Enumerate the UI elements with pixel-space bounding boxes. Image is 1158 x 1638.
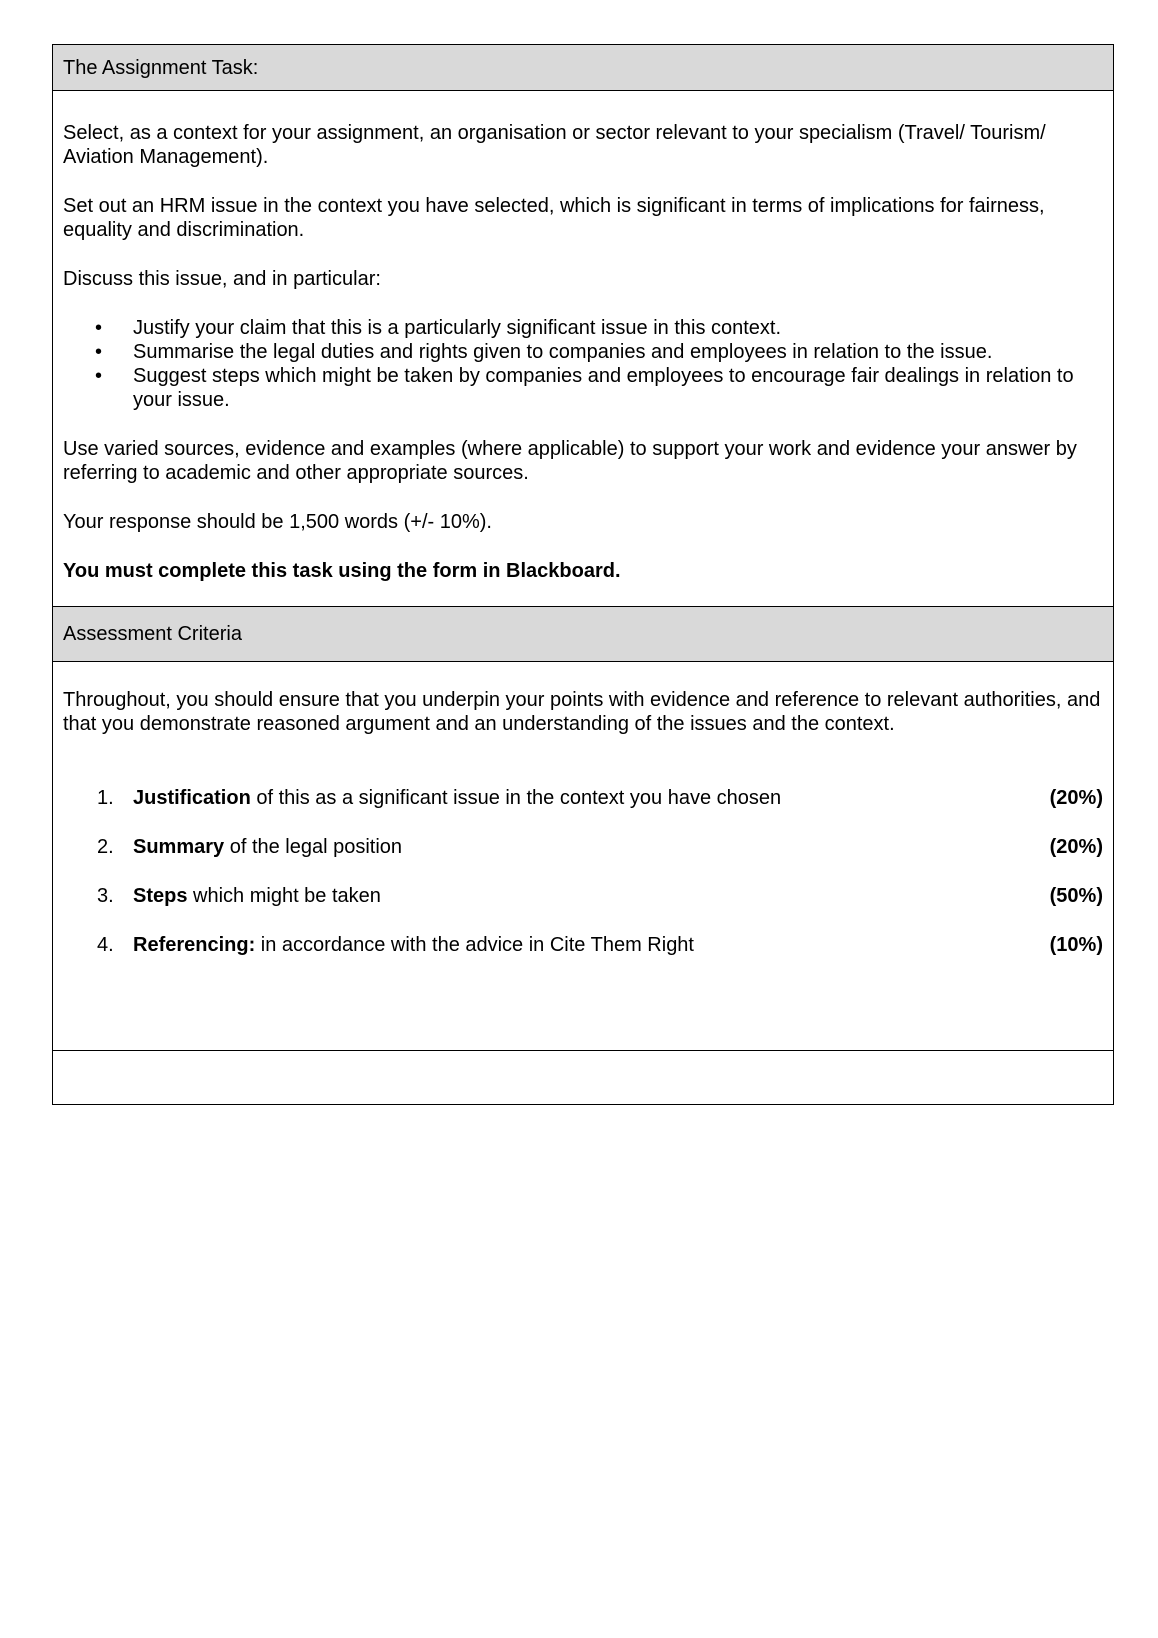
task-paragraph-context: Select, as a context for your assignment, an organisation or sector relevant to your specialism (Travel/ Tourism/ Aviation Management). — [63, 122, 1046, 168]
bullet-icon: • — [95, 341, 103, 363]
criteria-intro: Throughout, you should ensure that you underpin your points with evidence and reference to relevant authorities, and that you demonstrate reasoned argument and an understanding of the issues and the context. — [63, 689, 1101, 735]
task-paragraph-word-count: Your response should be 1,500 words (+/- 10%). — [63, 511, 492, 533]
list-item — [63, 316, 1103, 340]
criteria-rest: which might be taken — [187, 885, 381, 907]
criteria-term: Justification — [133, 787, 251, 809]
criteria-weight: (50%) — [1049, 885, 1103, 907]
criteria-item — [63, 884, 1103, 908]
task-paragraph-issue: Set out an HRM issue in the context you have selected, which is significant in terms of implications for fairness, equality and discrimination. — [63, 195, 1045, 241]
criteria-number: 3. — [97, 885, 114, 907]
criteria-description — [133, 835, 402, 859]
criteria-weight: (20%) — [1049, 836, 1103, 858]
assignment-task-title: The Assignment Task: — [63, 56, 259, 79]
criteria-term: Referencing: — [133, 934, 256, 956]
criteria-rest: in accordance with the advice in Cite Them Right — [255, 934, 694, 956]
assessment-criteria-header — [53, 607, 1113, 662]
criteria-number: 2. — [97, 836, 114, 858]
assessment-criteria-title: Assessment Criteria — [63, 623, 242, 645]
criteria-number: 1. — [97, 787, 114, 809]
bullet-icon: • — [95, 317, 103, 339]
criteria-description — [133, 933, 694, 957]
task-paragraph-discuss: Discuss this issue, and in particular: — [63, 268, 381, 290]
criteria-weight: (20%) — [1049, 787, 1103, 809]
task-bullet-list — [63, 316, 1103, 412]
bullet-text: Suggest steps which might be taken by companies and employees to encourage fair dealings in relation to your issue. — [133, 365, 1074, 411]
criteria-rest: of this as a significant issue in the context you have chosen — [250, 787, 782, 809]
list-item — [63, 364, 1103, 412]
bullet-text: Justify your claim that this is a particularly significant issue in this context. — [133, 317, 782, 339]
criteria-rest: of the legal position — [224, 836, 403, 858]
assignment-task-body — [53, 91, 1113, 607]
criteria-description — [133, 884, 381, 908]
criteria-item — [63, 835, 1103, 859]
task-blackboard-note: You must complete this task using the form in Blackboard. — [63, 560, 621, 582]
criteria-number: 4. — [97, 934, 114, 956]
criteria-description — [133, 786, 781, 810]
criteria-term: Steps — [133, 885, 188, 907]
empty-table-row — [53, 1051, 1113, 1104]
criteria-list — [63, 786, 1103, 957]
assignment-task-header — [53, 45, 1113, 91]
criteria-term: Summary — [133, 836, 225, 858]
task-paragraph-sources: Use varied sources, evidence and examples (where applicable) to support your work and evidence your answer by referring to academic and other appropriate sources. — [63, 438, 1077, 484]
criteria-item — [63, 786, 1103, 810]
criteria-item — [63, 933, 1103, 957]
bullet-text: Summarise the legal duties and rights given to companies and employees in relation to the issue. — [133, 341, 993, 363]
assignment-brief-table — [52, 44, 1114, 1105]
assessment-criteria-body — [53, 662, 1113, 1051]
bullet-icon: • — [95, 365, 103, 387]
list-item — [63, 340, 1103, 364]
criteria-weight: (10%) — [1049, 934, 1103, 956]
